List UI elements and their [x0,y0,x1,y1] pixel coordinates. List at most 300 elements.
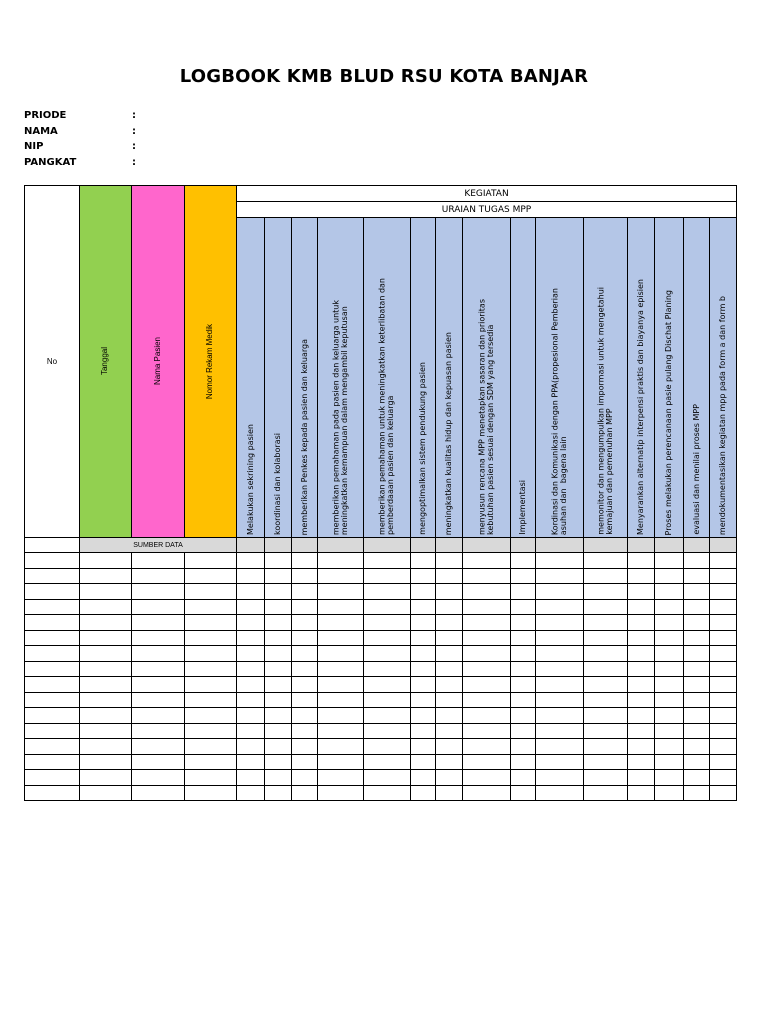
table-cell[interactable] [25,724,80,740]
table-cell[interactable] [318,662,364,678]
table-cell[interactable] [536,724,584,740]
table-cell[interactable] [628,708,655,724]
table-cell[interactable] [364,600,411,616]
table-cell[interactable] [265,584,292,600]
table-cell[interactable] [436,631,463,647]
table-cell[interactable] [710,584,737,600]
table-cell[interactable] [655,631,684,647]
table-cell[interactable] [628,646,655,662]
table-cell[interactable] [511,786,536,802]
table-cell[interactable] [536,770,584,786]
table-cell[interactable] [318,755,364,771]
table-cell[interactable] [237,724,265,740]
table-cell[interactable] [292,569,318,585]
table-cell[interactable] [318,569,364,585]
table-cell[interactable] [364,584,411,600]
table-cell[interactable] [411,600,436,616]
table-cell[interactable] [436,600,463,616]
sumber-cell[interactable] [411,538,436,553]
table-cell[interactable] [132,708,185,724]
sumber-cell[interactable] [463,538,511,553]
table-cell[interactable] [132,662,185,678]
table-cell[interactable] [265,677,292,693]
table-cell[interactable] [511,584,536,600]
table-cell[interactable] [684,724,710,740]
table-cell[interactable] [265,553,292,569]
table-cell[interactable] [511,553,536,569]
sumber-cell[interactable] [536,538,584,553]
table-cell[interactable] [132,631,185,647]
table-cell[interactable] [265,646,292,662]
table-cell[interactable] [463,770,511,786]
table-cell[interactable] [25,708,80,724]
table-cell[interactable] [684,770,710,786]
table-cell[interactable] [584,600,628,616]
table-cell[interactable] [364,569,411,585]
table-cell[interactable] [710,770,737,786]
table-cell[interactable] [463,615,511,631]
table-cell[interactable] [237,755,265,771]
table-cell[interactable] [684,708,710,724]
table-cell[interactable] [318,615,364,631]
table-cell[interactable] [132,569,185,585]
table-cell[interactable] [411,646,436,662]
table-cell[interactable] [80,724,132,740]
table-cell[interactable] [628,615,655,631]
table-cell[interactable] [80,755,132,771]
table-cell[interactable] [584,584,628,600]
table-cell[interactable] [710,724,737,740]
table-cell[interactable] [628,553,655,569]
table-cell[interactable] [536,739,584,755]
table-cell[interactable] [628,755,655,771]
table-cell[interactable] [511,693,536,709]
sumber-cell[interactable] [710,538,737,553]
table-cell[interactable] [411,770,436,786]
table-cell[interactable] [364,646,411,662]
table-cell[interactable] [584,569,628,585]
table-cell[interactable] [411,677,436,693]
table-cell[interactable] [25,677,80,693]
table-cell[interactable] [655,693,684,709]
table-cell[interactable] [584,786,628,802]
table-cell[interactable] [265,786,292,802]
table-cell[interactable] [710,631,737,647]
table-cell[interactable] [237,631,265,647]
table-cell[interactable] [25,786,80,802]
table-cell[interactable] [655,786,684,802]
table-cell[interactable] [436,677,463,693]
table-cell[interactable] [292,786,318,802]
table-cell[interactable] [318,631,364,647]
table-cell[interactable] [25,631,80,647]
sumber-cell[interactable] [292,538,318,553]
table-cell[interactable] [185,724,237,740]
table-cell[interactable] [25,662,80,678]
table-cell[interactable] [292,615,318,631]
table-cell[interactable] [80,646,132,662]
table-cell[interactable] [364,786,411,802]
table-cell[interactable] [710,615,737,631]
table-cell[interactable] [584,662,628,678]
table-cell[interactable] [536,615,584,631]
table-cell[interactable] [584,755,628,771]
table-cell[interactable] [655,569,684,585]
table-cell[interactable] [511,677,536,693]
table-cell[interactable] [655,755,684,771]
table-cell[interactable] [265,600,292,616]
table-cell[interactable] [628,739,655,755]
table-cell[interactable] [265,708,292,724]
table-cell[interactable] [292,662,318,678]
table-cell[interactable] [80,770,132,786]
table-cell[interactable] [237,600,265,616]
table-cell[interactable] [628,677,655,693]
table-cell[interactable] [536,569,584,585]
table-cell[interactable] [25,615,80,631]
table-cell[interactable] [655,600,684,616]
table-cell[interactable] [684,662,710,678]
table-cell[interactable] [463,584,511,600]
table-cell[interactable] [185,755,237,771]
table-cell[interactable] [628,770,655,786]
sumber-cell[interactable] [265,538,292,553]
table-cell[interactable] [318,646,364,662]
table-cell[interactable] [132,600,185,616]
table-cell[interactable] [436,739,463,755]
sumber-cell[interactable] [237,538,265,553]
table-cell[interactable] [185,600,237,616]
table-cell[interactable] [710,662,737,678]
table-cell[interactable] [584,631,628,647]
table-cell[interactable] [536,708,584,724]
table-cell[interactable] [463,755,511,771]
sumber-cell[interactable] [655,538,684,553]
table-cell[interactable] [185,569,237,585]
table-cell[interactable] [436,569,463,585]
table-cell[interactable] [364,631,411,647]
table-cell[interactable] [364,615,411,631]
table-cell[interactable] [684,786,710,802]
table-cell[interactable] [292,631,318,647]
table-cell[interactable] [80,739,132,755]
table-cell[interactable] [25,693,80,709]
table-cell[interactable] [132,553,185,569]
table-cell[interactable] [411,708,436,724]
table-cell[interactable] [185,631,237,647]
sumber-cell[interactable] [684,538,710,553]
table-cell[interactable] [536,755,584,771]
table-cell[interactable] [710,646,737,662]
table-cell[interactable] [655,677,684,693]
table-cell[interactable] [655,770,684,786]
sumber-cell[interactable] [628,538,655,553]
table-cell[interactable] [25,755,80,771]
table-cell[interactable] [655,724,684,740]
table-cell[interactable] [80,584,132,600]
table-cell[interactable] [536,677,584,693]
table-cell[interactable] [511,600,536,616]
table-cell[interactable] [185,662,237,678]
table-cell[interactable] [185,646,237,662]
table-cell[interactable] [265,631,292,647]
table-cell[interactable] [292,600,318,616]
table-cell[interactable] [237,693,265,709]
sumber-cell[interactable] [584,538,628,553]
table-cell[interactable] [292,724,318,740]
table-cell[interactable] [628,662,655,678]
table-cell[interactable] [411,631,436,647]
table-cell[interactable] [511,646,536,662]
sumber-cell[interactable] [318,538,364,553]
table-cell[interactable] [318,708,364,724]
table-cell[interactable] [655,708,684,724]
table-cell[interactable] [628,786,655,802]
table-cell[interactable] [318,693,364,709]
table-cell[interactable] [655,615,684,631]
table-cell[interactable] [655,584,684,600]
table-cell[interactable] [436,724,463,740]
table-cell[interactable] [436,786,463,802]
table-cell[interactable] [411,739,436,755]
table-cell[interactable] [463,569,511,585]
table-cell[interactable] [318,724,364,740]
table-cell[interactable] [80,662,132,678]
table-cell[interactable] [684,755,710,771]
table-cell[interactable] [318,739,364,755]
table-cell[interactable] [463,677,511,693]
table-cell[interactable] [710,739,737,755]
table-cell[interactable] [292,739,318,755]
table-cell[interactable] [710,677,737,693]
table-cell[interactable] [584,677,628,693]
table-cell[interactable] [132,739,185,755]
table-cell[interactable] [132,615,185,631]
table-cell[interactable] [318,677,364,693]
table-cell[interactable] [185,584,237,600]
table-cell[interactable] [80,615,132,631]
table-cell[interactable] [132,770,185,786]
table-cell[interactable] [710,553,737,569]
table-cell[interactable] [318,600,364,616]
table-cell[interactable] [684,569,710,585]
table-cell[interactable] [411,755,436,771]
table-cell[interactable] [463,600,511,616]
table-cell[interactable] [237,569,265,585]
table-cell[interactable] [132,646,185,662]
table-cell[interactable] [655,646,684,662]
table-cell[interactable] [710,708,737,724]
table-cell[interactable] [185,786,237,802]
table-cell[interactable] [237,584,265,600]
table-cell[interactable] [536,693,584,709]
table-cell[interactable] [436,553,463,569]
table-cell[interactable] [364,662,411,678]
table-cell[interactable] [655,553,684,569]
table-cell[interactable] [132,755,185,771]
table-cell[interactable] [364,739,411,755]
table-cell[interactable] [132,693,185,709]
table-cell[interactable] [536,631,584,647]
table-cell[interactable] [628,600,655,616]
table-cell[interactable] [80,631,132,647]
table-cell[interactable] [364,724,411,740]
table-cell[interactable] [185,770,237,786]
table-cell[interactable] [411,553,436,569]
table-cell[interactable] [628,693,655,709]
table-cell[interactable] [710,569,737,585]
table-cell[interactable] [436,615,463,631]
table-cell[interactable] [536,553,584,569]
table-cell[interactable] [655,739,684,755]
table-cell[interactable] [25,739,80,755]
table-cell[interactable] [628,569,655,585]
sumber-cell[interactable] [436,538,463,553]
table-cell[interactable] [411,584,436,600]
table-cell[interactable] [436,584,463,600]
table-cell[interactable] [318,786,364,802]
table-cell[interactable] [463,553,511,569]
table-cell[interactable] [265,739,292,755]
table-cell[interactable] [185,615,237,631]
table-cell[interactable] [185,553,237,569]
table-cell[interactable] [411,786,436,802]
table-cell[interactable] [684,646,710,662]
table-cell[interactable] [292,677,318,693]
table-cell[interactable] [511,739,536,755]
table-cell[interactable] [436,646,463,662]
table-cell[interactable] [80,553,132,569]
table-cell[interactable] [80,569,132,585]
table-cell[interactable] [628,584,655,600]
table-cell[interactable] [292,770,318,786]
table-cell[interactable] [318,553,364,569]
table-cell[interactable] [80,786,132,802]
table-cell[interactable] [25,770,80,786]
table-cell[interactable] [80,600,132,616]
table-cell[interactable] [628,724,655,740]
table-cell[interactable] [411,693,436,709]
table-cell[interactable] [463,693,511,709]
table-cell[interactable] [436,693,463,709]
table-cell[interactable] [265,615,292,631]
table-cell[interactable] [25,569,80,585]
table-cell[interactable] [463,708,511,724]
table-cell[interactable] [80,693,132,709]
table-cell[interactable] [364,693,411,709]
table-cell[interactable] [237,786,265,802]
table-cell[interactable] [132,677,185,693]
table-cell[interactable] [80,708,132,724]
table-cell[interactable] [584,739,628,755]
table-cell[interactable] [536,646,584,662]
table-cell[interactable] [318,770,364,786]
table-cell[interactable] [511,631,536,647]
table-cell[interactable] [628,631,655,647]
table-cell[interactable] [318,584,364,600]
table-cell[interactable] [364,755,411,771]
table-cell[interactable] [684,600,710,616]
table-cell[interactable] [684,584,710,600]
table-cell[interactable] [511,755,536,771]
table-cell[interactable] [436,770,463,786]
table-cell[interactable] [436,662,463,678]
table-cell[interactable] [710,755,737,771]
table-cell[interactable] [237,646,265,662]
table-cell[interactable] [536,662,584,678]
table-cell[interactable] [132,584,185,600]
table-cell[interactable] [292,693,318,709]
table-cell[interactable] [185,708,237,724]
table-cell[interactable] [655,662,684,678]
sumber-cell[interactable] [511,538,536,553]
table-cell[interactable] [292,646,318,662]
table-cell[interactable] [684,693,710,709]
table-cell[interactable] [132,786,185,802]
table-cell[interactable] [584,770,628,786]
table-cell[interactable] [536,584,584,600]
table-cell[interactable] [463,631,511,647]
table-cell[interactable] [684,553,710,569]
table-cell[interactable] [584,693,628,709]
table-cell[interactable] [265,662,292,678]
table-cell[interactable] [463,646,511,662]
table-cell[interactable] [80,677,132,693]
table-cell[interactable] [463,739,511,755]
table-cell[interactable] [536,786,584,802]
table-cell[interactable] [411,569,436,585]
table-cell[interactable] [411,724,436,740]
table-cell[interactable] [511,708,536,724]
table-cell[interactable] [511,724,536,740]
table-cell[interactable] [463,662,511,678]
table-cell[interactable] [463,724,511,740]
table-cell[interactable] [511,615,536,631]
table-cell[interactable] [684,615,710,631]
table-cell[interactable] [185,693,237,709]
table-cell[interactable] [463,786,511,802]
table-cell[interactable] [25,584,80,600]
table-cell[interactable] [536,600,584,616]
table-cell[interactable] [684,631,710,647]
table-cell[interactable] [292,708,318,724]
table-cell[interactable] [411,615,436,631]
table-cell[interactable] [584,646,628,662]
table-cell[interactable] [411,662,436,678]
table-cell[interactable] [265,770,292,786]
table-cell[interactable] [25,646,80,662]
table-cell[interactable] [292,553,318,569]
table-cell[interactable] [237,677,265,693]
table-cell[interactable] [584,724,628,740]
table-cell[interactable] [237,739,265,755]
sumber-cell[interactable] [364,538,411,553]
table-cell[interactable] [436,755,463,771]
table-cell[interactable] [265,755,292,771]
table-cell[interactable] [710,786,737,802]
table-cell[interactable] [436,708,463,724]
table-cell[interactable] [364,770,411,786]
table-cell[interactable] [364,677,411,693]
table-cell[interactable] [237,553,265,569]
table-cell[interactable] [684,739,710,755]
table-cell[interactable] [710,693,737,709]
table-cell[interactable] [684,677,710,693]
table-cell[interactable] [292,755,318,771]
table-cell[interactable] [584,553,628,569]
table-cell[interactable] [265,693,292,709]
table-cell[interactable] [237,662,265,678]
